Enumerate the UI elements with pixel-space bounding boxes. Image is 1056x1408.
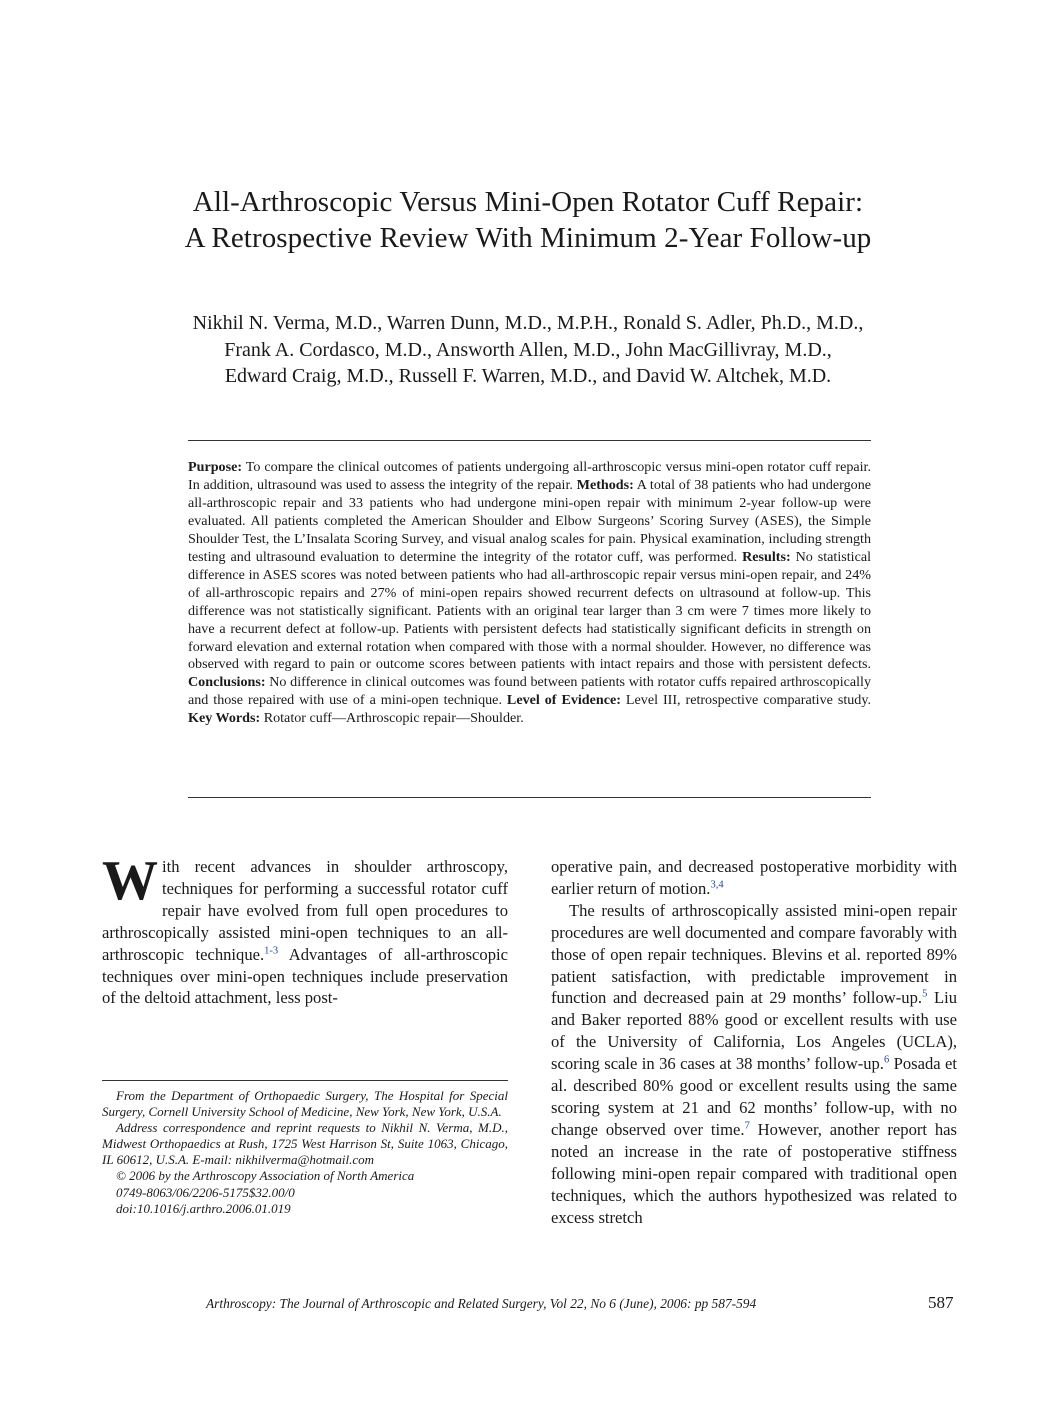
copyright-note: © 2006 by the Arthroscopy Association of North America — [116, 1168, 415, 1184]
authors-line-2: Frank A. Cordasco, M.D., Answorth Allen, M.D., John MacGillivray, M.D., — [224, 338, 832, 361]
authors-line-3: Edward Craig, M.D., Russell F. Warren, M.D., and David W. Altchek, M.D. — [224, 365, 832, 387]
right-paragraph-2 — [551, 900, 957, 1229]
results-label: Results: — [742, 548, 791, 565]
right-paragraph-1 — [551, 856, 957, 900]
reference-link[interactable]: 7 — [744, 1120, 750, 1132]
issn-note: 0749-8063/06/2206-5175$32.00/0 — [116, 1184, 295, 1200]
methods-text: A total of 38 patients who had undergone all-arthroscopic repair and 33 patients who had undergone mini-open repair with minimum 2-year follow-up were evaluated. All patients completed the American Shoulder and Elbow Surgeons’ Scoring Survey (ASES), the Simple Shoulder Test, the L’Insalata Scoring Survey, and visual analog scales for pain. Physical examination, including strength testing and ultrasound evaluation to determine the integrity of the rotator cuff, was performed. — [188, 476, 872, 565]
methods-label: Methods: — [576, 476, 634, 493]
conclusions-label: Conclusions: — [188, 674, 266, 691]
level-of-evidence-label: Level of Evidence: — [506, 692, 621, 709]
footnotes — [102, 1088, 508, 1217]
right-p2-text-c: Posada et al. described 80% good or excellent results using the same scoring system at 21 and 62 months’ follow-up, with no change observed over time. — [551, 1054, 957, 1139]
journal-footer: Arthroscopy: The Journal of Arthroscopic and Related Surgery, Vol 22, No 6 (June), 2006: pp 587-594 — [206, 1296, 757, 1311]
doi-note[interactable]: doi:10.1016/j.arthro.2006.01.019 — [116, 1200, 291, 1216]
purpose-label: Purpose: — [188, 459, 243, 475]
footnote-rule — [102, 1080, 508, 1081]
right-p2-text-a: The results of arthroscopically assisted mini-open repair procedures are well documented and compare favorably with those of open repair techniques. Blevins et al. reported 89% patient satisfaction, with predictable improvement in function and decreased pain at 29 months’ follow-up. — [551, 900, 957, 1008]
abstract-top-rule — [188, 440, 871, 441]
author-list — [0, 310, 1056, 390]
reference-link[interactable]: 3,4 — [710, 879, 724, 891]
affiliation-note: From the Department of Orthopaedic Surgery, The Hospital for Special Surgery, Cornell University School of Medicine, New York, New York, U.S.A. — [102, 1088, 508, 1120]
results-text: No statistical difference in ASES scores was noted between patients who had all-arthroscopic repair versus mini-open repair, and 24% of all-arthroscopic repairs and 27% of mini-open repairs showed recurrent defects on ultrasound at follow-up. This difference was not statistically significant. Patients with an original tear larger than 3 cm were 7 times more likely to have a recurrent defect at follow-up. Patients with persistent defects had statistically significant deficits in strength on forward elevation and external rotation when compared with those with a normal shoulder. However, no difference was observed with regard to pain or outcome scores between patients with intact repairs and those with persistent defects. — [188, 548, 871, 673]
title-line-2: A Retrospective Review With Minimum 2-Year Follow-up — [184, 222, 872, 254]
right-p1-text: operative pain, and decreased postoperative morbidity with earlier return of motion. — [551, 857, 957, 898]
reference-link[interactable]: 1-3 — [264, 945, 279, 957]
reference-link[interactable]: 5 — [922, 988, 928, 1000]
keywords-text: Rotator cuff—Arthroscopic repair—Shoulder. — [260, 710, 524, 727]
body-column-left — [102, 850, 508, 1009]
correspondence-note: Address correspondence and reprint requests to Nikhil N. Verma, M.D., Midwest Orthopaedics at Rush, 1725 West Harrison St, Suite 1063, Chicago, IL 60612, U.S.A. E-mail: nikhilverma@hotmail.com — [102, 1120, 508, 1168]
reference-link[interactable]: 6 — [883, 1054, 890, 1066]
intro-text-a: ith recent advances in shoulder arthroscopy, techniques for performing a successful rotator cuff repair have evolved from full open procedures to arthroscopically assisted mini-open techniques to an all-arthroscopic technique. — [102, 857, 508, 964]
abstract — [188, 459, 871, 728]
right-p2-text-b: Liu and Baker reported 88% good or excellent results with use of the University of California, Los Angeles (UCLA), scoring scale in 36 cases at 38 months’ follow-up. — [551, 988, 957, 1074]
authors-line-1: Nikhil N. Verma, M.D., Warren Dunn, M.D., M.P.H., Ronald S. Adler, Ph.D., M.D., — [192, 312, 864, 334]
level-of-evidence-text: Level III, retrospective comparative study. — [620, 692, 871, 709]
drop-cap: W — [102, 850, 158, 912]
abstract-bottom-rule — [188, 797, 871, 798]
conclusions-text: No difference in clinical outcomes was found between patients with rotator cuffs repaired arthroscopically and those repaired with use of a mini-open technique. — [188, 674, 871, 709]
page-number: 587 — [928, 1293, 954, 1312]
title-line-1: All-Arthroscopic Versus Mini-Open Rotator Cuff Repair: — [192, 186, 864, 218]
intro-text-b: Advantages of all-arthroscopic techniques over mini-open techniques include preservation of the deltoid attachment, less post- — [102, 944, 508, 1008]
intro-paragraph — [102, 850, 508, 1009]
purpose-text: To compare the clinical outcomes of patients undergoing all-arthroscopic versus mini-open rotator cuff repair. In addition, ultrasound was used to assess the integrity of the repair. — [188, 459, 871, 493]
keywords-label: Key Words: — [188, 710, 261, 727]
right-p2-text-d: However, another report has noted an increase in the rate of postoperative stiffness following mini-open repair compared with traditional open techniques, which the authors hypothesized was related to excess stretch — [551, 1119, 957, 1227]
body-column-right — [551, 856, 957, 1228]
article-title — [0, 184, 1056, 256]
